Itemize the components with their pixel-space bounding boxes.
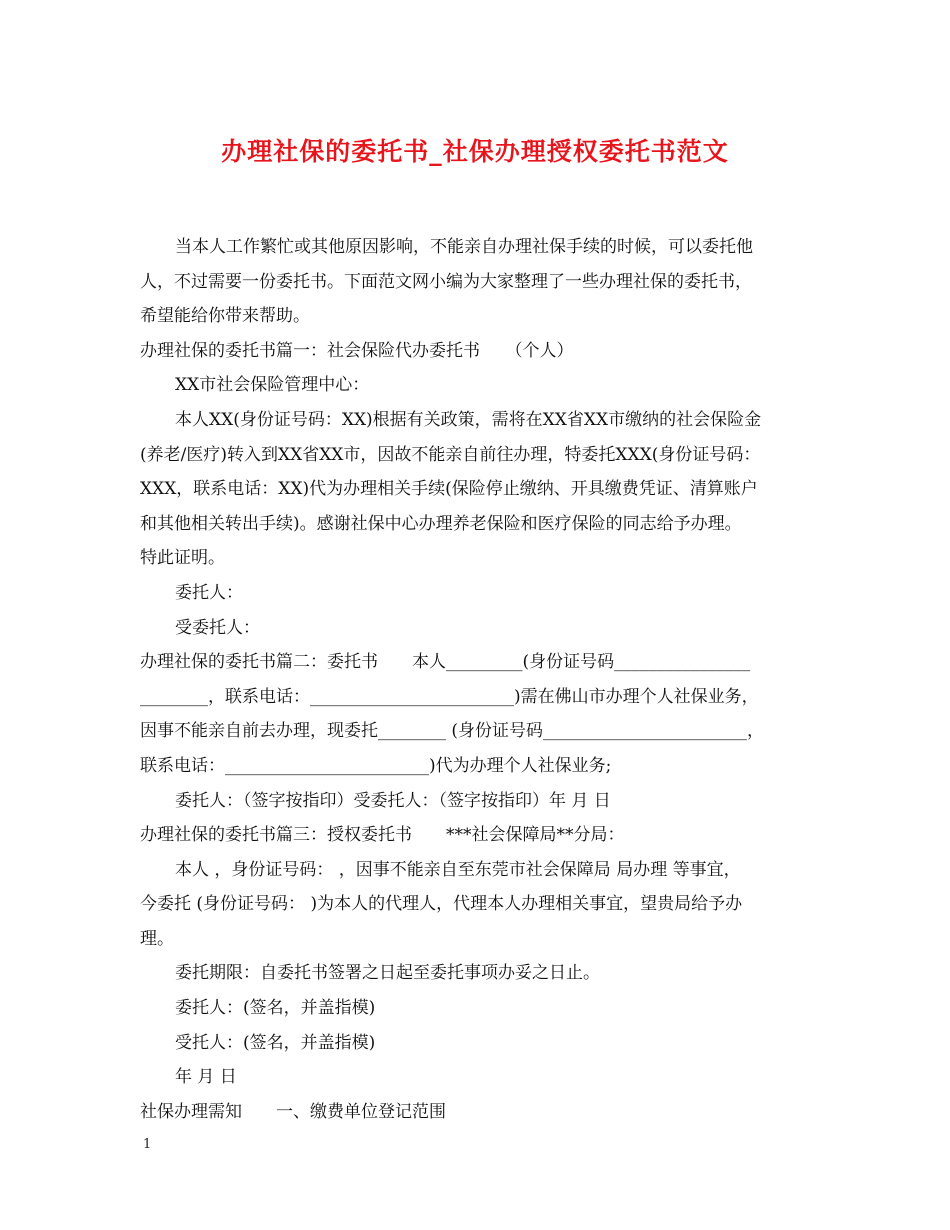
body-line: 委托人：（签字按指印）受委托人：（签字按指印）年 月 日 xyxy=(175,790,611,811)
body-line: 委托期限：自委托书签署之日起至委托事项办妥之日止。 xyxy=(175,963,600,984)
body-line: 希望能给你带来帮助。 xyxy=(140,306,310,327)
body-line: XXX，联系电话：XX)代为办理相关手续(保险停止缴纳、开具缴费凭证、清算账户 xyxy=(140,479,758,500)
body-line: 和其他相关转出手续)。感谢社保中心办理养老保险和医疗保险的同志给予办理。 xyxy=(140,513,742,534)
document-title: 办理社保的委托书_社保办理授权委托书范文 xyxy=(221,137,729,166)
body-line: 办理社保的委托书篇一：社会保险代办委托书 （个人） xyxy=(140,340,574,361)
body-line: 今委托 (身份证号码： )为本人的代理人，代理本人办理相关事宜，望贵局给予办 xyxy=(140,894,743,915)
document-body xyxy=(140,230,820,1129)
body-line: 联系电话：________________________)代为办理个人社保业务; xyxy=(140,755,612,776)
body-line: 办理社保的委托书篇三：授权委托书 ***社会保障局**分局： xyxy=(140,825,625,846)
body-line: ________，联系电话：________________________)需在佛山市办理个人社保业务， xyxy=(140,686,759,707)
body-line: 办理社保的委托书篇二：委托书 本人_________(身份证号码________________ xyxy=(140,652,751,673)
body-line: 委托人：(签名，并盖指模) xyxy=(175,998,376,1019)
body-line: 人，不过需要一份委托书。下面范文网小编为大家整理了一些办理社保的委托书， xyxy=(140,271,752,292)
body-line: 本人 ，身份证号码： ，因事不能亲自至东莞市社会保障局 局办理 等事宜， xyxy=(175,859,741,880)
body-line: 受委托人： xyxy=(175,617,260,638)
body-line: 年 月 日 xyxy=(175,1067,237,1088)
body-line: XX市社会保险管理中心： xyxy=(175,375,370,396)
page-number: 1 xyxy=(143,1137,152,1152)
body-line: 当本人工作繁忙或其他原因影响，不能亲自办理社保手续的时候，可以委托他 xyxy=(175,237,753,257)
body-line: 受托人：(签名，并盖指模) xyxy=(175,1032,376,1053)
body-line: 社保办理需知 一、缴费单位登记范围 xyxy=(140,1101,446,1122)
body-line: (养老/医疗)转入到XX省XX市，因故不能亲自前往办理，特委托XXX(身份证号码： xyxy=(140,444,761,465)
body-line: 因事不能亲自前去办理，现委托________ (身份证号码________________________， xyxy=(140,721,765,742)
body-line: 本人XX(身份证号码：XX)根据有关政策，需将在XX省XX市缴纳的社会保险金 xyxy=(175,409,762,430)
body-line: 特此证明。 xyxy=(140,548,225,569)
body-line: 委托人： xyxy=(175,582,243,603)
body-line: 理。 xyxy=(140,928,174,949)
